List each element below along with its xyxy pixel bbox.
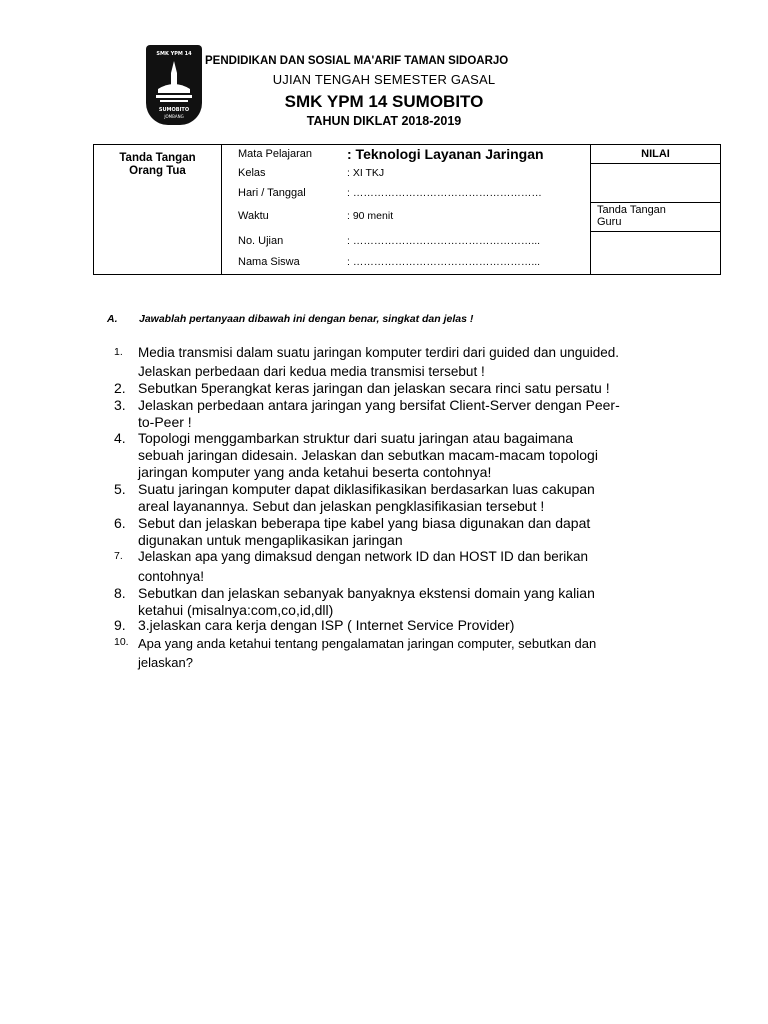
field-label-time: Waktu [238, 210, 269, 222]
instruction-text: Jawablah pertanyaan dibawah ini dengan benar, singkat dan jelas ! [139, 313, 474, 325]
exam-info-fields [220, 144, 590, 275]
question-number: 7. [114, 550, 123, 562]
teacher-signature-divider [591, 231, 720, 232]
field-value-class: : XI TKJ [347, 167, 385, 179]
logo-bottom-subtext: JOMBANG [164, 114, 184, 119]
field-value-time: : 90 menit [347, 210, 394, 222]
header-foundation: PENDIDIKAN DAN SOSIAL MA'ARIF TAMAN SIDOARJO [205, 55, 509, 67]
question-text-line: 3.jelaskan cara kerja dengan ISP ( Internet Service Provider) [138, 617, 515, 633]
question-text-line: Sebut dan jelaskan beberapa tipe kabel yang biasa digunakan dan dapat [138, 515, 591, 531]
question-text-line: Topologi menggambarkan struktur dari suatu jaringan atau bagaimana [138, 430, 574, 446]
question-text [138, 481, 698, 515]
instruction-letter: A. [107, 313, 118, 325]
question-text-line: Suatu jaringan komputer dapat diklasifikasikan berdasarkan luas cakupan [138, 481, 595, 497]
logo-top-text: SMK YPM 14 [156, 51, 192, 57]
question-text [138, 397, 698, 431]
question-text-line: sebuah jaringan didesain. Jelaskan dan sebutkan macam-macam topologi [138, 447, 598, 463]
field-value-student-name[interactable]: : ……………………………………………... [347, 256, 541, 268]
question-number: 1. [114, 346, 123, 358]
question-text-line: Sebutkan dan jelaskan sebanyak banyaknya ekstensi domain yang kalian [138, 585, 595, 601]
field-label-date: Hari / Tanggal [238, 187, 306, 199]
question-text [138, 617, 698, 634]
logo-bottom-text: SUMOBITO [158, 107, 190, 113]
question-text-line: Sebutkan 5perangkat keras jaringan dan jelaskan secara rinci satu persatu ! [138, 380, 610, 396]
field-label-subject: Mata Pelajaran [238, 148, 312, 160]
field-label-exam-number: No. Ujian [238, 235, 284, 247]
question-text [138, 547, 698, 587]
question-text-line: digunakan untuk mengaplikasikan jaringan [138, 532, 403, 548]
question-text-line: Media transmisi dalam suatu jaringan komputer terdiri dari guided dan unguided. [138, 345, 620, 360]
question-text [138, 515, 698, 549]
field-value-exam-number[interactable]: : ……………………………………………... [347, 235, 541, 247]
instruction [107, 313, 473, 325]
question-text-line: contohnya! [138, 569, 205, 584]
field-label-student-name: Nama Siswa [238, 256, 300, 268]
question-text-line: jaringan komputer yang anda ketahui beserta contohnya! [138, 464, 492, 480]
question-text [138, 430, 698, 481]
header-school-name: SMK YPM 14 SUMOBITO [284, 92, 484, 111]
question-number: 6. [114, 515, 126, 531]
question-text-line: Jelaskan perbedaan dari kedua media transmisi tersebut ! [138, 364, 485, 379]
teacher-signature-label-line1: Tanda Tangan [597, 204, 666, 216]
question-text-line: Jelaskan apa yang dimaksud dengan network ID dan HOST ID dan berikan [138, 549, 589, 564]
grade-label: NILAI [591, 145, 720, 164]
question-text-line: jelaskan? [138, 655, 193, 670]
teacher-signature-label-line2: Guru [597, 216, 622, 228]
question-text-line: Apa yang anda ketahui tentang pengalamatan jaringan computer, sebutkan dan [138, 636, 597, 651]
field-label-class: Kelas [238, 167, 266, 179]
question-text-line: Jelaskan perbedaan antara jaringan yang bersifat Client-Server dengan Peer- [138, 397, 620, 413]
grade-score-area[interactable] [591, 164, 720, 203]
question-number: 8. [114, 585, 126, 601]
field-value-subject: : Teknologi Layanan Jaringan [347, 146, 544, 162]
grade-box [590, 144, 721, 275]
parent-signature-box [93, 144, 222, 275]
question-text [138, 343, 698, 381]
question-number: 3. [114, 397, 126, 413]
question-text [138, 634, 698, 672]
parent-signature-label-line1: Tanda Tangan [119, 152, 196, 164]
teacher-signature-label [597, 204, 666, 228]
header-year: TAHUN DIKLAT 2018-2019 [306, 114, 462, 128]
question-number: 5. [114, 481, 126, 497]
question-text [138, 585, 698, 619]
question-number: 9. [114, 617, 126, 633]
question-text-line: to-Peer ! [138, 414, 192, 430]
parent-signature-label [94, 152, 221, 178]
parent-signature-label-line2: Orang Tua [129, 165, 186, 177]
field-value-date[interactable]: : ……………………………………………… [347, 187, 542, 199]
question-text-line: ketahui (misalnya:com,co,id,dll) [138, 602, 334, 618]
header-exam-title: UJIAN TENGAH SEMESTER GASAL [272, 72, 496, 87]
question-number: 4. [114, 430, 126, 446]
question-number: 10. [114, 636, 129, 648]
question-text-line: areal layanannya. Sebut dan jelaskan pengklasifikasian tersebut ! [138, 498, 545, 514]
question-text [138, 380, 698, 397]
question-number: 2. [114, 380, 126, 396]
